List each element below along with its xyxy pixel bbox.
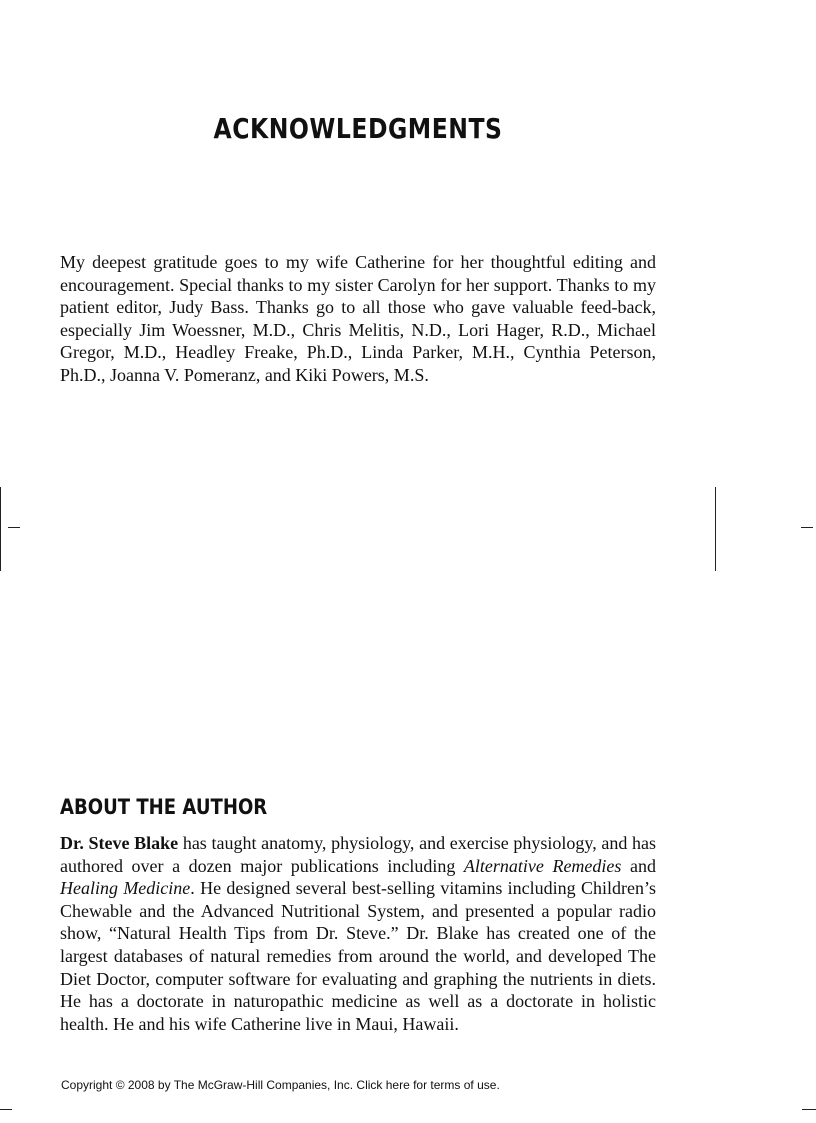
about-author-paragraph	[60, 832, 656, 1035]
right-margin-line	[715, 487, 716, 571]
author-bio-part-1: has taught anatomy, physiology, and exercise physiology, and has authored over a dozen major publications including	[60, 833, 657, 876]
bottom-left-crop-mark	[0, 1109, 12, 1110]
left-registration-tick	[8, 527, 20, 528]
left-margin-line	[0, 487, 1, 571]
book-title-alternative-remedies: Alternative Remedies	[463, 855, 622, 876]
author-bio-part-2: and	[621, 855, 656, 876]
author-bio-part-3: . He designed several best-selling vitamins including Children’s Chewable and the Advanced Nutritional System, and presented a popular radio show, “Natural Health Tips from Dr. Steve.” Dr. Blake has created one of the largest databases of natural remedies from around the world, and developed The Diet Doctor, computer software for evaluating and graphing the nutrients in diets. He has a doctorate in naturopathic medicine as well as a doctorate in holistic health. He and his wife Catherine live in Maui, Hawaii.	[60, 878, 656, 1034]
right-registration-tick	[801, 527, 813, 528]
acknowledgments-paragraph: My deepest gratitude goes to my wife Catherine for her thoughtful editing and encouragement. Special thanks to my sister Carolyn for her support. Thanks to my patient editor, Judy Bass. Thanks go to all those who gave valuable feed-back, especially Jim Woessner, M.D., Chris Melitis, N.D., Lori Hager, R.D., Michael Gregor, M.D., Headley Freake, Ph.D., Linda Parker, M.H., Cynthia Peterson, Ph.D., Joanna V. Pomeranz, and Kiki Powers, M.S.	[60, 252, 656, 385]
bottom-right-crop-mark	[802, 1109, 816, 1110]
acknowledgments-heading: ACKNOWLEDGMENTS	[213, 112, 503, 145]
book-title-healing-medicine: Healing Medicine	[60, 878, 191, 899]
author-name: Dr. Steve Blake	[60, 833, 179, 853]
copyright-link[interactable]: Copyright © 2008 by The McGraw-Hill Companies, Inc. Click here for terms of use.	[61, 1078, 500, 1092]
about-author-heading: ABOUT THE AUTHOR	[60, 795, 268, 819]
